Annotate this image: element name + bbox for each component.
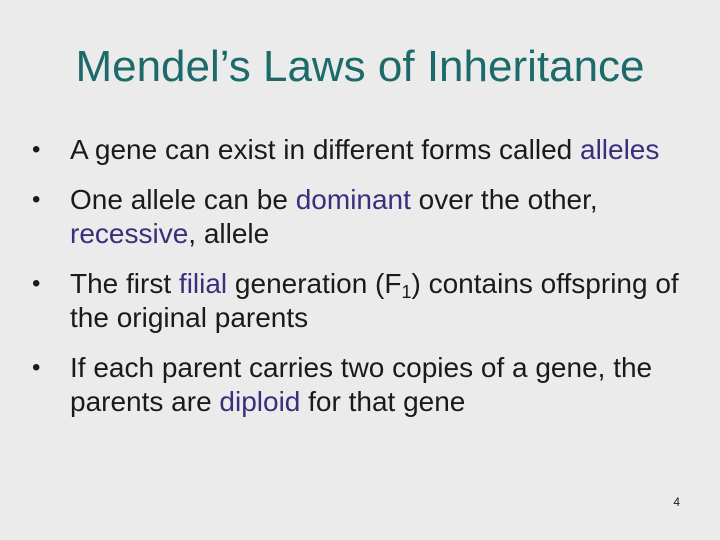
bullet-item [28, 183, 688, 251]
term-diploid: diploid [219, 386, 301, 417]
term-dominant: dominant [295, 184, 411, 215]
term-recessive: recessive [70, 218, 189, 249]
page-number: 4 [673, 495, 680, 509]
bullet-marker: • [32, 136, 41, 163]
bullet-text: ) contains offspring of the original parents [70, 268, 679, 333]
bullet-item [28, 133, 688, 167]
term-filial: filial [178, 268, 228, 299]
term-alleles: alleles [580, 134, 660, 165]
bullet-text: over the other, [410, 184, 598, 215]
bullet-text: , allele [188, 218, 270, 249]
bullet-text: If each parent carries two copies of a gene, the parents are [70, 352, 653, 417]
bullet-text: The first [70, 268, 179, 299]
bullet-marker: • [32, 270, 41, 297]
bullet-text: One allele can be [70, 184, 296, 215]
bullet-list [28, 133, 688, 435]
bullet-item [28, 351, 688, 419]
bullet-text: for that gene [300, 386, 466, 417]
bullet-marker: • [32, 354, 41, 381]
bullet-marker: • [32, 186, 41, 213]
bullet-text: A gene can exist in different forms called [70, 134, 580, 165]
slide-title: Mendel’s Laws of Inheritance [75, 42, 645, 91]
bullet-text: generation (F [227, 268, 402, 299]
subscript-1: 1 [401, 282, 412, 302]
bullet-item [28, 267, 688, 335]
